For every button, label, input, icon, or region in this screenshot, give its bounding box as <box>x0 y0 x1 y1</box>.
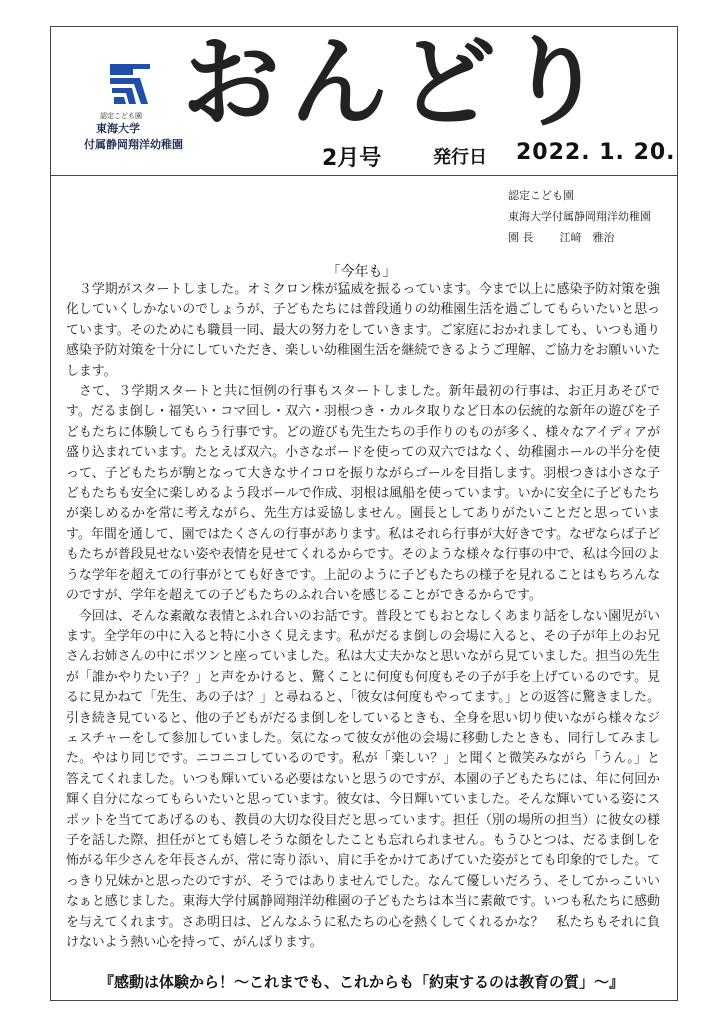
issue-date-label: 発行日 <box>433 147 487 168</box>
logo-name-line2: 付属静岡翔洋幼稚園 <box>84 138 183 151</box>
masthead <box>0 0 723 175</box>
issue-label: 2月号 <box>322 146 382 171</box>
sender-principal <box>508 227 651 248</box>
school-logo-icon <box>106 60 154 108</box>
principal-title: 園 長 <box>508 231 534 244</box>
sender-block <box>508 185 651 248</box>
sender-line2: 東海大学付属静岡翔洋幼稚園 <box>508 210 651 223</box>
issue-date: 2022. 1. 20. <box>516 140 676 165</box>
footer-motto: 『感動は体験から！～これまでも、これからも「約束するのは教育の質」～』 <box>98 973 624 991</box>
principal-name: 江﨑 雅治 <box>559 231 615 244</box>
newsletter-title: おんどり <box>182 26 615 140</box>
sender-line1: 認定こども園 <box>508 189 574 202</box>
paragraph-1: ３学期がスタートしました。オミクロン株が猛威を振るっています。今まで以上に感染予防対策を強化していくしかないのでしょうが、子どもたちには普段通りの幼稚園生活を過ごしてもらいたいと思っています。そのためにも職員一同、最大の努力をしていきます。ご家庭におかれましても、いつも通り感染予防対策を十分にしていただき、楽しい幼稚園生活を継続できるようご理解、ご協力をお願いいたします。 <box>66 282 660 379</box>
paragraph-3: 今回は、そんな素敵な表情とふれ合いのお話です。普段とてもおとなしくあまり話をしない園児がいます。全学年の中に入ると特に小さく見えます。私がだるま倒しの会場に入ると、その子が年上のお兄さんお姉さんの中にポツンと座っていました。私は大丈夫かなと思いながら見ていました。担当の先生が「誰かやりたい子？」と声をかけると、驚くことに何度も何度もその子が手を上げているのです。見るに見かねて「先生、あの子は？」と尋ねると、「彼女は何度もやってます。」との返答に驚きました。引き続き見ていると、他の子どもがだるま倒しをしているときも、全身を思い切り使いながら様々なジェスチャーをして参加していました。気になって彼女が他の会場に移動したときも、同行してみました。やはり同じです。ニコニコしているのです。私が「楽しい？」と聞くと微笑みながら「うん。」と答えてくれました。いつも輝いている必要はないと思うのですが、本園の子どもたちには、年に何回か輝く自分になってもらいたいと思っています。彼女は、今日輝いていました。そんな輝いている姿にスポットを当ててあげるのも、教員の大切な役目だと思っています。担任（別の場所の担当）に彼女の様子を話した際、担任がとても嬉しそうな顔をしたことも忘れられません。もうひとつは、だるま倒しを怖がる年少さんを年長さんが、常に寄り添い、肩に手をかけてあげていた姿がとても印象的でした。てっきり兄妹かと思ったのですが、そうではありませんでした。なんて優しいだろう、そしてかっこいいなぁと感じました。東海大学付属静岡翔洋幼稚園の子どもたちは本当に素敵です。いつも私たちに感動を与えてくれます。さあ明日は、どんなふうに私たちの心を熱くしてくれるかな？ 私たちもそれに負けないよう熱い心を持って、がんばります。 <box>66 608 660 950</box>
logo-subtitle: 認定こども園 <box>100 112 142 120</box>
article-title: 「今年も」 <box>326 264 397 280</box>
logo-name-line1: 東海大学 <box>96 122 140 135</box>
header-divider <box>50 175 678 176</box>
paragraph-2: さて、３学期スタートと共に恒例の行事もスタートしました。新年最初の行事は、お正月あそびです。だるま倒し・福笑い・コマ回し・双六・羽根つき・カルタ取りなど日本の伝統的な新年の遊びを子どもたちに体験してもらう行事です。どの遊びも先生たちの手作りのものが多く、様々なアイディアが盛り込まれています。たとえば双六。小さなボードを使っての双六ではなく、幼稚園ホールの半分を使って、子どもたちが駒となって大きなサイコロを振りながらゴールを目指します。羽根つきは小さな子どもたちも安全に楽しめるよう段ボールで作成、羽根は風船を使っています。いかに安全に子どもたちが楽しめるかを常に考えながら、先生方は妥協しません。園長としてありがたいことだと思っています。年間を通して、園ではたくさんの行事があります。私はそれら行事が大好きです。なぜならば子どもたちが普段見せない姿や表情を見せてくれるからです。そのような様々な行事の中で、私は今回のような学年を超えての行事がとても好きです。上記のように子どもたちの様子を見れることはもちろんなのですが、学年を超えての子どもたちのふれ合いを感じることができるからです。 <box>66 384 660 604</box>
article-body <box>66 280 660 953</box>
